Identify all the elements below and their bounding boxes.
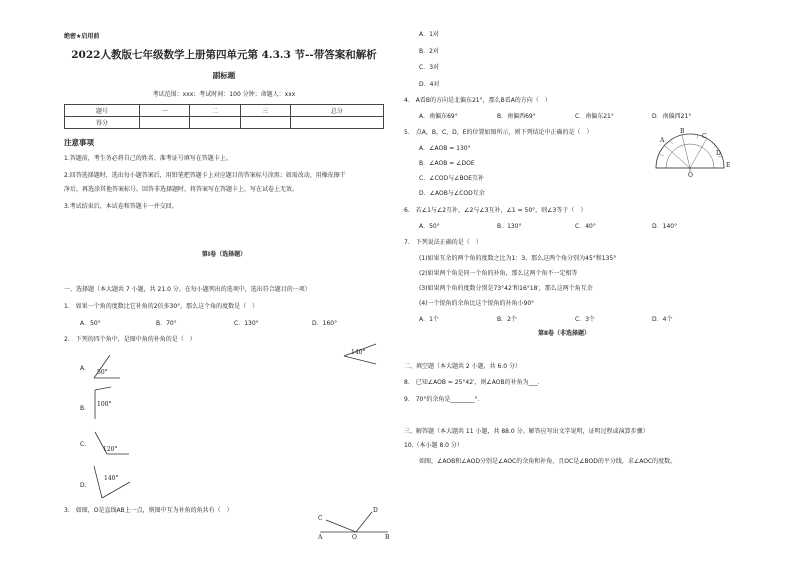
table-cell[interactable] xyxy=(290,117,383,129)
point-label: O xyxy=(352,534,357,541)
secret-label: 绝密★启用前 xyxy=(64,33,100,40)
point-label: A xyxy=(318,534,323,541)
question-4: 4. A看B的方向是北偏东21°，那么B看A的方向（ ） xyxy=(404,97,551,104)
angle-label-a: 50° xyxy=(97,369,108,376)
point-label: C xyxy=(702,133,707,140)
point-label: B xyxy=(385,534,390,541)
table-cell: 二 xyxy=(190,105,240,117)
option-c[interactable]: C．南偏东21° xyxy=(575,113,614,120)
table-cell: 三 xyxy=(240,105,290,117)
option-d[interactable]: D．∠AOB与∠COD互余 xyxy=(419,190,485,197)
score-table xyxy=(64,104,384,129)
option-a[interactable]: A．∠AOB = 130° xyxy=(419,145,471,152)
point-label: D xyxy=(716,150,721,157)
angle-label-b: 100° xyxy=(97,401,112,408)
option-b[interactable]: B． xyxy=(80,405,91,412)
point-label: C xyxy=(318,515,323,522)
option-b[interactable]: B．130° xyxy=(497,223,522,230)
answer-section-title: 三、解答题（本大题共 11 小题，共 88.0 分。解答应写出文字说明，证明过程或演算步骤） xyxy=(404,428,649,435)
angle-figure-a xyxy=(92,352,122,382)
question-9: 9. 70°的余角是________°. xyxy=(404,396,480,403)
option-a[interactable]: A．50° xyxy=(419,223,440,230)
question-5: 5. 点A，B，C，D，E的位置如图所示，则下列结论中正确的是（ ） xyxy=(404,129,593,136)
point-label: D xyxy=(373,507,378,514)
part2-title: 第Ⅱ卷（非选择题） xyxy=(538,330,590,337)
table-cell: 得分 xyxy=(65,117,140,129)
table-cell[interactable] xyxy=(190,117,240,129)
question-3: 3. 如图，O是直线AB上一点，则图中互为补角的角共有（ ） xyxy=(64,507,233,514)
note-item: 2.回答选择题时，选出每小题答案后，用铅笔把答题卡上对应题目的答案标号涂黑；如需改动，用橡皮擦干 xyxy=(64,172,346,179)
statement: (4)一个锐角的余角比这个锐角的补角小90° xyxy=(419,300,535,307)
option-d[interactable]: D．140° xyxy=(652,223,678,230)
question-7: 7. 下列说法正确的是（ ） xyxy=(404,239,482,246)
q2-figure-angle: 140° xyxy=(351,349,366,356)
option-b[interactable]: B．∠AOB = ∠DOE xyxy=(419,160,475,167)
section-title: 一、选择题（本大题共 7 小题，共 21.0 分。在每小题列出的选项中，选出符合题目的一项） xyxy=(64,286,311,293)
angle-label-c: 120° xyxy=(103,446,118,453)
note-item: 1.答题前，考生务必将自己的姓名、准考证号填写在答题卡上。 xyxy=(64,155,232,162)
table-cell: 一 xyxy=(140,105,190,117)
notes-title: 注意事项 xyxy=(64,138,94,147)
statement: (1)如果互余的两个角的度数之比为1：3，那么这两个角分别为45°和135° xyxy=(419,255,617,262)
option-c[interactable]: C．130° xyxy=(234,320,259,327)
exam-subtitle: 副标题 xyxy=(212,71,236,80)
question-2: 2. 下列的四个角中，是图中角的补角的是（ ） xyxy=(64,336,196,343)
option-c[interactable]: C．∠COD与∠BOE互补 xyxy=(419,175,485,182)
option-a[interactable]: A．1个 xyxy=(419,316,439,323)
option-a[interactable]: A．南偏东69° xyxy=(419,113,458,120)
exam-title: 2022人教版七年级数学上册第四单元第 4.3.3 节--带答案和解析 xyxy=(71,49,377,61)
question-10: 如图，∠AOB和∠AOD分别是∠AOC的余角和补角，且OC是∠BOD的平分线，求∠AOC的度数。 xyxy=(419,458,677,465)
option-a[interactable]: A． xyxy=(80,365,91,372)
option-c[interactable]: C．3对 xyxy=(419,64,440,71)
option-d[interactable]: D．160° xyxy=(312,320,338,327)
option-c[interactable]: C．3个 xyxy=(575,316,596,323)
option-b[interactable]: B．2对 xyxy=(419,48,439,55)
table-cell: 题号 xyxy=(65,105,140,117)
angle-label-d: 140° xyxy=(104,475,119,482)
part1-title: 第Ⅰ卷（选择题） xyxy=(201,251,247,258)
option-d[interactable]: D．4对 xyxy=(419,81,440,88)
statement: (2)如果两个角是同一个角的补角，那么这两个角不一定相等 xyxy=(419,270,578,277)
note-item: 净后，再选涂其他答案标号。回答非选择题时，将答案写在答题卡上，写在试卷上无效。 xyxy=(64,186,299,193)
table-cell[interactable] xyxy=(140,117,190,129)
option-a[interactable]: A．50° xyxy=(80,320,101,327)
option-b[interactable]: B．2个 xyxy=(497,316,517,323)
option-b[interactable]: B．南偏西69° xyxy=(497,113,536,120)
option-c[interactable]: C．40° xyxy=(575,223,596,230)
angle-figure-c xyxy=(91,430,131,460)
option-d[interactable]: D． xyxy=(80,482,91,489)
option-d[interactable]: D．南偏西21° xyxy=(652,113,692,120)
fill-section-title: 二、填空题（本大题共 2 小题，共 6.0 分） xyxy=(404,363,521,370)
question-1: 1. 如果一个角的度数比它补角的2倍多30°，那么这个角的度数是（ ） xyxy=(64,303,259,310)
statement: (3)如果两个角的度数分别是73°42′和16°18′，那么这两个角互余 xyxy=(419,285,593,292)
table-row xyxy=(65,105,384,117)
table-row xyxy=(65,117,384,129)
option-d[interactable]: D．4个 xyxy=(652,316,673,323)
point-label: O xyxy=(688,172,693,179)
point-label: A xyxy=(660,137,665,144)
table-cell: 总分 xyxy=(290,105,383,117)
question-8: 8. 已知∠AOB = 25°42′，则∠AOB的补角为___. xyxy=(404,379,540,386)
option-c[interactable]: C． xyxy=(80,441,91,448)
option-a[interactable]: A．1对 xyxy=(419,31,439,38)
point-label: B xyxy=(680,128,685,135)
table-cell[interactable] xyxy=(240,117,290,129)
note-item: 3.考试结束后，本试卷和答题卡一并交回。 xyxy=(64,203,178,210)
angle-figure-d xyxy=(92,462,132,502)
question-10-header: 10.（本小题 8.0 分） xyxy=(404,442,463,449)
point-label: E xyxy=(726,162,731,169)
question-6: 6. 若∠1与∠2互补，∠2与∠3互补，∠1 = 50°，则∠3等于（ ） xyxy=(404,207,587,214)
option-b[interactable]: B．70° xyxy=(156,320,177,327)
exam-info: 考试范围：xxx；考试时间：100 分钟；命题人：xxx xyxy=(152,91,296,98)
